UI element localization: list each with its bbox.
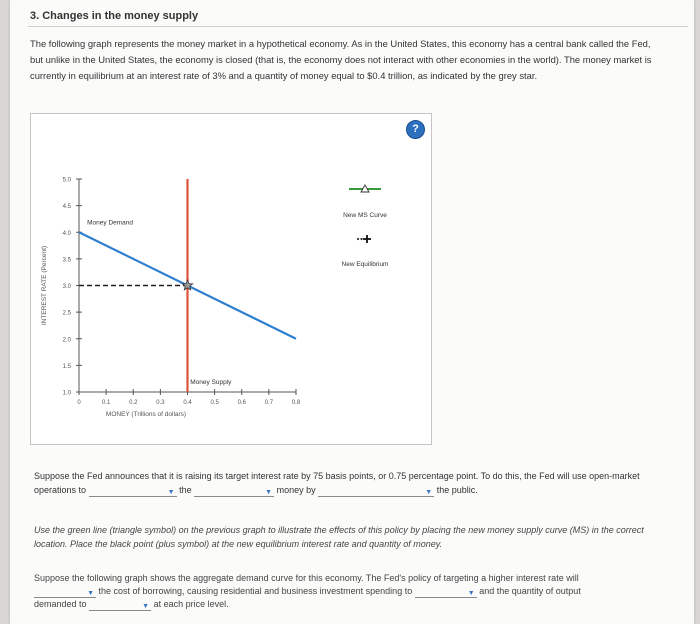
money-demand-label: Money Demand [87,219,134,227]
chevron-down-icon: ▼ [142,603,150,610]
section-divider [28,26,688,27]
money-market-chart[interactable] [31,114,431,444]
x-tick-label: 0.4 [183,400,192,406]
q1-action-dropdown[interactable] [194,485,274,497]
x-tick-label: 0.3 [156,400,165,406]
question-1 [34,469,674,497]
q3-and-qty: and the quantity of output [479,586,581,596]
chevron-down-icon: ▼ [425,489,433,496]
y-tick-label: 2.0 [62,337,71,344]
q3-output-dropdown[interactable] [89,599,151,611]
x-tick-label: 0.5 [210,400,219,406]
y-tick-label: 3.0 [62,284,71,290]
x-tick-label: 0.7 [264,400,274,406]
x-tick-label: 0.6 [237,400,246,406]
q1-money-by: money by [276,485,316,495]
x-tick-label: 0.1 [101,400,111,406]
new-ms-legend-label: New MS Curve [343,212,387,219]
q3-cost-dropdown[interactable] [34,586,96,598]
q3-line1: Suppose the following graph shows the aggregate demand curve for this economy. The Fed's policy of targeting a higher interest rate will [34,573,579,583]
y-tick-label: 4.0 [62,230,71,237]
y-tick-label: 2.5 [62,310,71,317]
chevron-down-icon: ▼ [467,590,475,597]
chevron-down-icon: ▼ [87,590,94,597]
section-title: 3. Changes in the money supply [30,10,199,22]
y-tick-label: 5.0 [62,177,71,184]
q3-cost-text: the cost of borrowing, causing residential and business investment spending to [98,586,413,596]
q1-operation-dropdown[interactable] [89,485,177,497]
problem-page [10,0,694,624]
x-tick-label: 0 [77,400,81,406]
x-axis-label: MONEY (Trillions of dollars) [105,411,187,418]
legend-dot [360,238,362,240]
q1-text: Suppose the Fed announces that it is raising its target interest rate by 75 basis points, or 0.75 percentage point. To do this, the Fed will use open-market operations to [34,471,640,495]
intro-paragraph: The following graph represents the money market in a hypothetical economy. As in the United States, this economy has a central bank called the Fed, but unlike in the United States, the economy is closed (that is, the economy does not interact with other economies in the world). The money market is currently in equilibrium at an interest rate of 3% and a quantity of money equal to $0.4 trillion, as indicated by the grey star. [30,38,652,81]
new-equilibrium-legend-label: New Equilibrium [341,261,389,268]
q1-the-public: the public. [436,485,478,495]
x-tick-label: 0.2 [129,400,138,406]
help-icon[interactable]: ? [406,120,425,139]
q3-each-price: at each price level. [153,599,229,609]
y-tick-label: 3.5 [62,257,71,264]
graph-panel[interactable] [30,113,432,445]
question-2: Use the green line (triangle symbol) on the previous graph to illustrate the effects of this policy by placing the new money supply curve (MS) in the correct location. Place the black point (plus symbol) at the new equilibrium interest rate and quantity of money. [34,525,644,549]
question-3 [34,572,674,611]
legend-dot [357,238,359,240]
y-tick-label: 4.5 [62,204,71,211]
money-supply-label: Money Supply [190,379,232,387]
x-tick-label: 0.8 [291,400,301,406]
chevron-down-icon: ▼ [265,489,273,496]
q3-demanded-to: demanded to [34,599,87,609]
q3-spending-dropdown[interactable] [415,586,477,598]
q1-direction-dropdown[interactable] [318,485,434,497]
y-axis-label: INTEREST RATE (Percent) [41,245,48,326]
q1-the: the [179,485,192,495]
chevron-down-icon: ▼ [167,489,175,496]
y-tick-label: 1.0 [62,390,71,397]
y-tick-label: 1.5 [62,363,71,370]
